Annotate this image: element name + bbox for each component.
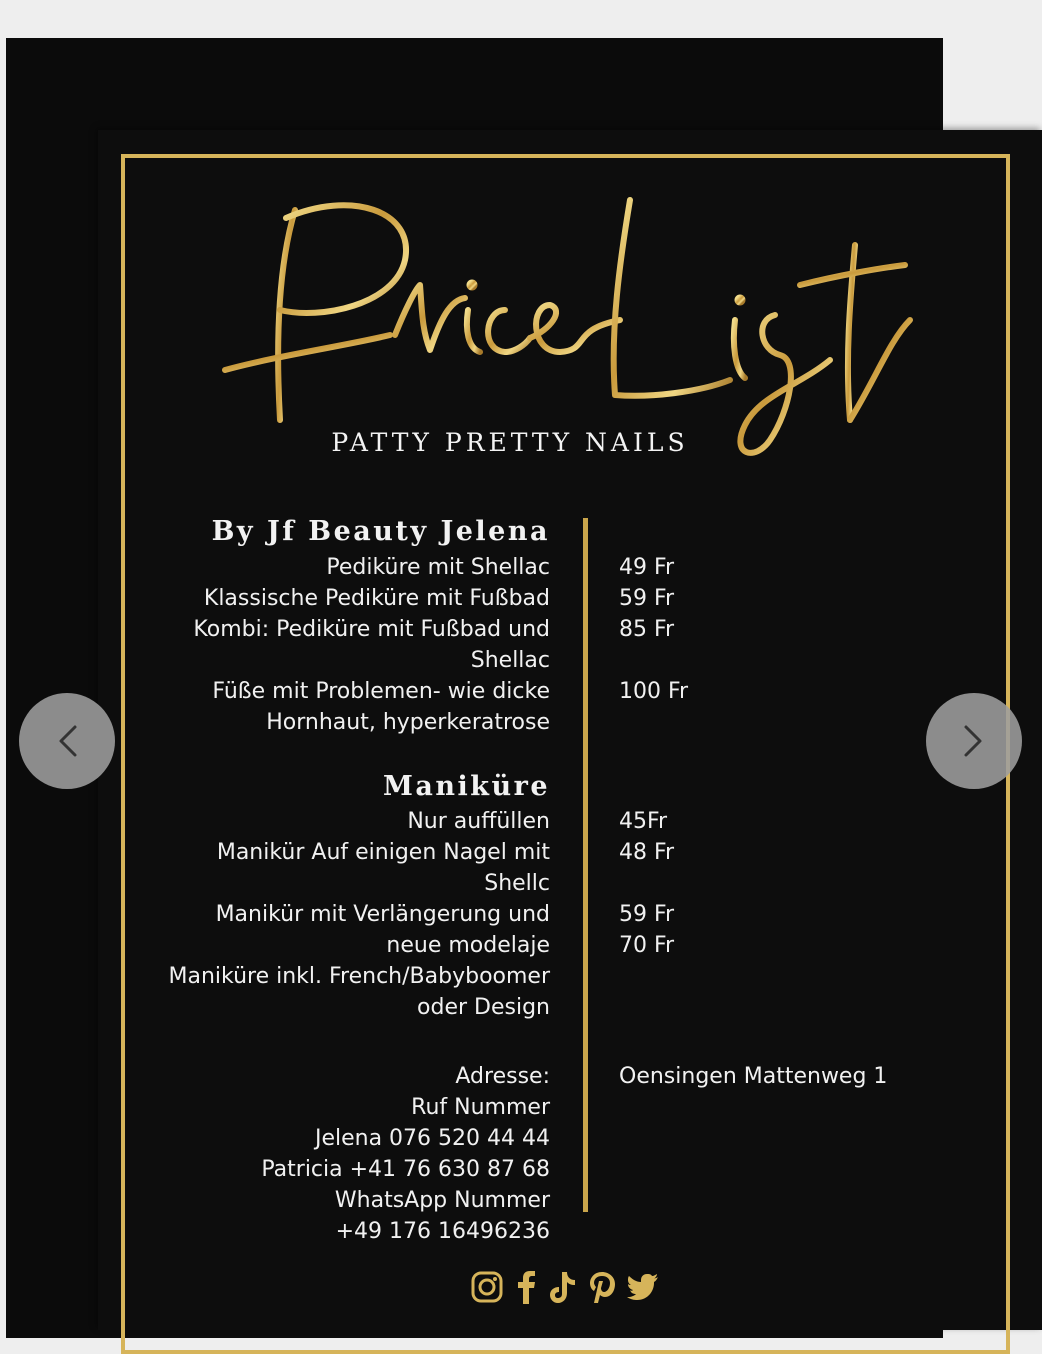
section-heading-manicure: Maniküre [382,771,550,802]
service-line: Manikür Auf einigen Nagel mit [216,840,550,865]
instagram-icon [470,1270,504,1304]
service-line: Manikür mit Verlängerung und [215,902,550,927]
service-price: 59 Fr [619,902,675,927]
contact-line: Jelena 076 520 44 44 [314,1126,550,1151]
previous-button[interactable] [19,693,115,789]
contact-address-value: Oensingen Mattenweg 1 [619,1064,888,1089]
twitter-icon [626,1270,660,1304]
service-price: 59 Fr [619,586,675,611]
next-button[interactable] [926,693,1022,789]
service-line: oder Design [417,995,550,1020]
salon-name-subtitle: PATTY PRETTY NAILS [331,428,689,457]
service-price: 45Fr [619,809,668,834]
chevron-right-icon [926,693,1022,789]
pinterest-icon [588,1270,616,1304]
service-line: Hornhaut, hyperkeratrose [266,710,550,735]
service-price: 70 Fr [619,933,675,958]
contact-line: WhatsApp Nummer [334,1188,550,1213]
section-heading-pedicure: By Jf Beauty Jelena [211,516,550,547]
contact-line: Patricia +41 76 630 87 68 [261,1157,550,1182]
service-price: 49 Fr [619,555,675,580]
service-line: Kombi: Pediküre mit Fußbad und [193,617,550,642]
gold-vertical-divider [583,518,588,1212]
contact-line: Ruf Nummer [411,1095,550,1120]
service-line: Shellac [470,648,550,673]
service-line: Shellc [484,871,550,896]
service-price: 85 Fr [619,617,675,642]
service-line: Klassische Pediküre mit Fußbad [203,586,550,611]
service-line: Pediküre mit Shellac [326,555,550,580]
service-price: 48 Fr [619,840,675,865]
service-line: neue modelaje [386,933,550,958]
service-line: Füße mit Problemen- wie dicke [212,679,550,704]
tiktok-icon [548,1270,578,1304]
social-icons-row [470,1270,670,1303]
contact-line: +49 176 16496236 [335,1219,550,1244]
service-line: Nur auffüllen [407,809,550,834]
service-price: 100 Fr [619,679,689,704]
chevron-left-icon [19,693,115,789]
service-line: Maniküre inkl. French/Babyboomer [168,964,550,989]
facebook-icon [514,1270,538,1304]
contact-address-label: Adresse: [455,1064,550,1089]
price-list-script-title [200,170,960,470]
